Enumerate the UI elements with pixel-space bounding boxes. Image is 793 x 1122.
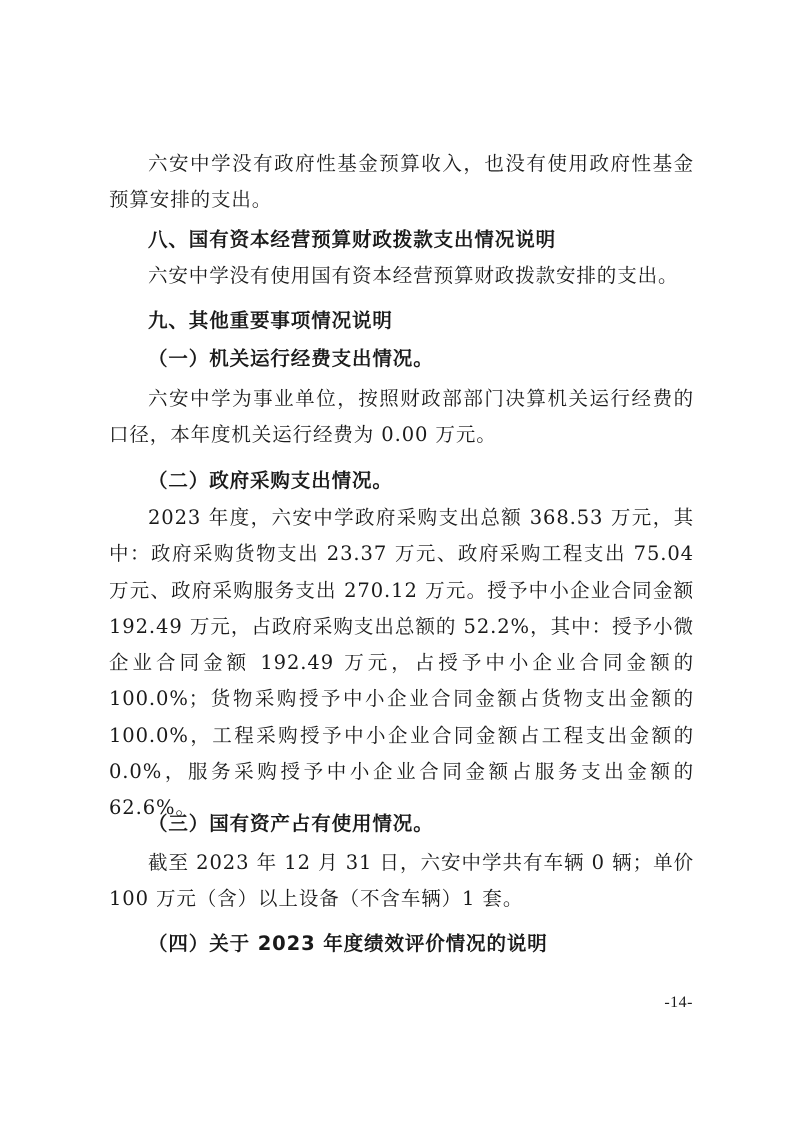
heading-subsection-1: （一）机关运行经费支出情况。 xyxy=(148,347,434,370)
paragraph-operating-expenses: 六安中学为事业单位，按照财政部部门决算机关运行经费的口径，本年度机关运行经费为 0.00 万元。 xyxy=(109,387,694,447)
heading-subsection-2: （二）政府采购支出情况。 xyxy=(148,469,393,492)
paragraph-state-capital: 六安中学没有使用国有资本经营预算财政拨款安排的支出。 xyxy=(148,264,679,287)
paragraph-procurement: 2023 年度，六安中学政府采购支出总额 368.53 万元，其中：政府采购货物支出 23.37 万元、政府采购工程支出 75.04 万元、政府采购服务支出 270.12 万元。授予中小企业合同金额 192.49 万元，占政府采购支出总额的 52.2%，其中：授予小微企业合同金额 192.49 万元，占授予中小企业合同金额的 100.0%；货物采购授予中小企业合同金额占货物支出金额的 100.0%，工程采购授予中小企业合同金额占工程支出金额的 0.0%，服务采购授予中小企业合同金额占服务支出金额的 62.6%。 xyxy=(109,506,694,820)
heading-section-8: 八、国有资本经营预算财政拨款支出情况说明 xyxy=(148,228,557,251)
heading-subsection-4: （四）关于 2023 年度绩效评价情况的说明 xyxy=(148,932,548,955)
page-number: -14- xyxy=(664,994,693,1011)
heading-section-9: 九、其他重要事项情况说明 xyxy=(148,309,393,332)
heading-subsection-3: （三）国有资产占有使用情况。 xyxy=(148,812,434,835)
paragraph-government-fund: 六安中学没有政府性基金预算收入，也没有使用政府性基金预算安排的支出。 xyxy=(109,152,694,212)
paragraph-state-assets: 截至 2023 年 12 月 31 日，六安中学共有车辆 0 辆；单价 100 万元（含）以上设备（不含车辆）1 套。 xyxy=(109,851,694,911)
